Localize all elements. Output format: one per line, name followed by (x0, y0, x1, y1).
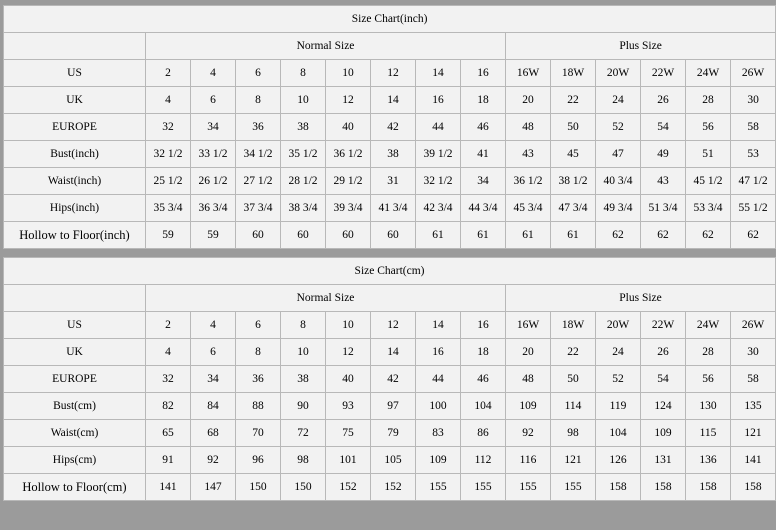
cell: 46 (461, 366, 506, 393)
cell: 158 (596, 474, 641, 501)
cell: 16 (416, 87, 461, 114)
cell: 41 (461, 141, 506, 168)
cell: 26 (641, 339, 686, 366)
cell: 51 (686, 141, 731, 168)
cell: 60 (281, 222, 326, 249)
cell: 18 (461, 339, 506, 366)
group-header-plus: Plus Size (506, 33, 776, 60)
row-label-uk: UK (4, 339, 146, 366)
cell: 75 (326, 420, 371, 447)
cell: 61 (416, 222, 461, 249)
cell: 112 (461, 447, 506, 474)
cell: 32 1/2 (146, 141, 191, 168)
cell: 31 (371, 168, 416, 195)
cell: 158 (731, 474, 776, 501)
chart-title: Size Chart(inch) (4, 6, 776, 33)
table-row (4, 222, 776, 249)
cell: 54 (641, 114, 686, 141)
cell: 158 (686, 474, 731, 501)
cell: 50 (551, 366, 596, 393)
cell: 45 1/2 (686, 168, 731, 195)
cell: 150 (236, 474, 281, 501)
cell: 25 1/2 (146, 168, 191, 195)
cell: 59 (191, 222, 236, 249)
cell: 53 3/4 (686, 195, 731, 222)
row-label-hips: Hips(inch) (4, 195, 146, 222)
cell: 24 (596, 339, 641, 366)
row-label-europe: EUROPE (4, 366, 146, 393)
table-group-header-row (4, 33, 776, 60)
cell: 14 (416, 312, 461, 339)
table-row (4, 60, 776, 87)
cell: 6 (236, 312, 281, 339)
cell: 36 1/2 (506, 168, 551, 195)
cell: 28 1/2 (281, 168, 326, 195)
cell: 58 (731, 114, 776, 141)
cell: 105 (371, 447, 416, 474)
cell: 104 (461, 393, 506, 420)
cell: 56 (686, 366, 731, 393)
cell: 44 (416, 114, 461, 141)
cell: 38 (371, 141, 416, 168)
size-chart-cm-table (3, 257, 776, 501)
cell: 101 (326, 447, 371, 474)
row-label-hips: Hips(cm) (4, 447, 146, 474)
cell: 54 (641, 366, 686, 393)
cell: 38 1/2 (551, 168, 596, 195)
cell: 36 (236, 366, 281, 393)
cell: 36 3/4 (191, 195, 236, 222)
table-row (4, 420, 776, 447)
cell: 83 (416, 420, 461, 447)
cell: 147 (191, 474, 236, 501)
cell: 45 (551, 141, 596, 168)
cell: 4 (146, 339, 191, 366)
cell: 92 (506, 420, 551, 447)
cell: 62 (641, 222, 686, 249)
cell: 47 1/2 (731, 168, 776, 195)
table-row (4, 312, 776, 339)
cell: 35 3/4 (146, 195, 191, 222)
cell: 34 (191, 114, 236, 141)
cell: 22 (551, 87, 596, 114)
cell: 10 (281, 87, 326, 114)
cell: 29 1/2 (326, 168, 371, 195)
cell: 12 (371, 312, 416, 339)
cell: 62 (731, 222, 776, 249)
cell: 91 (146, 447, 191, 474)
cell: 14 (371, 339, 416, 366)
row-label-uk: UK (4, 87, 146, 114)
cell: 90 (281, 393, 326, 420)
cell: 10 (281, 339, 326, 366)
cell: 68 (191, 420, 236, 447)
cell: 16 (416, 339, 461, 366)
cell: 24W (686, 60, 731, 87)
cell: 51 3/4 (641, 195, 686, 222)
cell: 30 (731, 87, 776, 114)
cell: 97 (371, 393, 416, 420)
cell: 61 (506, 222, 551, 249)
cell: 121 (731, 420, 776, 447)
cell: 84 (191, 393, 236, 420)
cell: 42 3/4 (416, 195, 461, 222)
group-header-plus: Plus Size (506, 285, 776, 312)
table-row (4, 114, 776, 141)
row-label-bust: Bust(inch) (4, 141, 146, 168)
cell: 88 (236, 393, 281, 420)
cell: 58 (731, 366, 776, 393)
cell: 12 (326, 87, 371, 114)
table-row (4, 366, 776, 393)
cell: 38 (281, 366, 326, 393)
cell: 10 (326, 312, 371, 339)
cell: 14 (371, 87, 416, 114)
cell: 34 (191, 366, 236, 393)
cell: 30 (731, 339, 776, 366)
cell: 35 1/2 (281, 141, 326, 168)
cell: 150 (281, 474, 326, 501)
cell: 20W (596, 60, 641, 87)
cell: 52 (596, 366, 641, 393)
cell: 34 1/2 (236, 141, 281, 168)
row-label-hollow-to-floor: Hollow to Floor(inch) (4, 222, 146, 249)
size-chart-inch-table (3, 5, 776, 249)
cell: 20W (596, 312, 641, 339)
cell: 62 (686, 222, 731, 249)
table-row (4, 168, 776, 195)
row-label-waist: Waist(inch) (4, 168, 146, 195)
cell: 37 3/4 (236, 195, 281, 222)
cell: 14 (416, 60, 461, 87)
cell: 56 (686, 114, 731, 141)
table-row (4, 393, 776, 420)
cell: 48 (506, 114, 551, 141)
cell: 32 (146, 114, 191, 141)
cell: 40 3/4 (596, 168, 641, 195)
cell: 49 (641, 141, 686, 168)
row-label-waist: Waist(cm) (4, 420, 146, 447)
cell: 34 (461, 168, 506, 195)
cell: 92 (191, 447, 236, 474)
corner-blank-cell (4, 285, 146, 312)
cell: 109 (416, 447, 461, 474)
cell: 50 (551, 114, 596, 141)
cell: 93 (326, 393, 371, 420)
cell: 33 1/2 (191, 141, 236, 168)
cell: 42 (371, 366, 416, 393)
cell: 109 (641, 420, 686, 447)
table-row (4, 339, 776, 366)
cell: 136 (686, 447, 731, 474)
cell: 43 (641, 168, 686, 195)
cell: 36 1/2 (326, 141, 371, 168)
cell: 8 (281, 312, 326, 339)
chart-title: Size Chart(cm) (4, 258, 776, 285)
cell: 119 (596, 393, 641, 420)
cell: 116 (506, 447, 551, 474)
cell: 131 (641, 447, 686, 474)
cell: 47 (596, 141, 641, 168)
cell: 12 (371, 60, 416, 87)
cell: 109 (506, 393, 551, 420)
cell: 82 (146, 393, 191, 420)
cell: 22W (641, 60, 686, 87)
cell: 27 1/2 (236, 168, 281, 195)
table-row (4, 141, 776, 168)
cell: 28 (686, 87, 731, 114)
cell: 47 3/4 (551, 195, 596, 222)
cell: 86 (461, 420, 506, 447)
cell: 12 (326, 339, 371, 366)
corner-blank-cell (4, 33, 146, 60)
cell: 60 (371, 222, 416, 249)
cell: 42 (371, 114, 416, 141)
cell: 10 (326, 60, 371, 87)
cell: 59 (146, 222, 191, 249)
row-label-bust: Bust(cm) (4, 393, 146, 420)
table-row (4, 474, 776, 501)
cell: 2 (146, 60, 191, 87)
cell: 155 (416, 474, 461, 501)
cell: 2 (146, 312, 191, 339)
cell: 130 (686, 393, 731, 420)
cell: 115 (686, 420, 731, 447)
cell: 44 3/4 (461, 195, 506, 222)
cell: 60 (236, 222, 281, 249)
cell: 16 (461, 60, 506, 87)
cell: 22 (551, 339, 596, 366)
cell: 20 (506, 87, 551, 114)
cell: 152 (326, 474, 371, 501)
group-header-normal: Normal Size (146, 285, 506, 312)
cell: 36 (236, 114, 281, 141)
cell: 16W (506, 312, 551, 339)
row-label-us: US (4, 312, 146, 339)
cell: 104 (596, 420, 641, 447)
row-label-us: US (4, 60, 146, 87)
size-chart-inch-block (2, 4, 768, 250)
cell: 38 3/4 (281, 195, 326, 222)
cell: 98 (551, 420, 596, 447)
cell: 6 (236, 60, 281, 87)
table-row (4, 195, 776, 222)
cell: 141 (146, 474, 191, 501)
cell: 16 (461, 312, 506, 339)
size-chart-cm-block (2, 256, 765, 502)
cell: 39 1/2 (416, 141, 461, 168)
cell: 70 (236, 420, 281, 447)
cell: 18W (551, 60, 596, 87)
cell: 72 (281, 420, 326, 447)
table-group-header-row (4, 285, 776, 312)
cell: 60 (326, 222, 371, 249)
cell: 96 (236, 447, 281, 474)
cell: 8 (236, 87, 281, 114)
cell: 8 (281, 60, 326, 87)
cell: 155 (506, 474, 551, 501)
cell: 155 (461, 474, 506, 501)
cell: 45 3/4 (506, 195, 551, 222)
cell: 152 (371, 474, 416, 501)
cell: 126 (596, 447, 641, 474)
cell: 48 (506, 366, 551, 393)
cell: 100 (416, 393, 461, 420)
cell: 46 (461, 114, 506, 141)
cell: 40 (326, 366, 371, 393)
table-row (4, 447, 776, 474)
cell: 44 (416, 366, 461, 393)
cell: 16W (506, 60, 551, 87)
cell: 124 (641, 393, 686, 420)
table-row (4, 87, 776, 114)
cell: 39 3/4 (326, 195, 371, 222)
cell: 98 (281, 447, 326, 474)
cell: 6 (191, 339, 236, 366)
cell: 26W (731, 312, 776, 339)
cell: 32 1/2 (416, 168, 461, 195)
cell: 32 (146, 366, 191, 393)
cell: 22W (641, 312, 686, 339)
cell: 20 (506, 339, 551, 366)
cell: 114 (551, 393, 596, 420)
cell: 141 (731, 447, 776, 474)
cell: 26 1/2 (191, 168, 236, 195)
cell: 49 3/4 (596, 195, 641, 222)
cell: 26W (731, 60, 776, 87)
cell: 18W (551, 312, 596, 339)
cell: 158 (641, 474, 686, 501)
cell: 24W (686, 312, 731, 339)
cell: 24 (596, 87, 641, 114)
table-title-row (4, 258, 776, 285)
cell: 79 (371, 420, 416, 447)
table-title-row (4, 6, 776, 33)
cell: 38 (281, 114, 326, 141)
cell: 4 (191, 60, 236, 87)
cell: 4 (191, 312, 236, 339)
cell: 4 (146, 87, 191, 114)
row-label-hollow-to-floor: Hollow to Floor(cm) (4, 474, 146, 501)
cell: 61 (551, 222, 596, 249)
cell: 121 (551, 447, 596, 474)
cell: 43 (506, 141, 551, 168)
cell: 52 (596, 114, 641, 141)
cell: 41 3/4 (371, 195, 416, 222)
cell: 62 (596, 222, 641, 249)
cell: 155 (551, 474, 596, 501)
cell: 135 (731, 393, 776, 420)
cell: 8 (236, 339, 281, 366)
cell: 18 (461, 87, 506, 114)
cell: 40 (326, 114, 371, 141)
cell: 6 (191, 87, 236, 114)
cell: 61 (461, 222, 506, 249)
cell: 28 (686, 339, 731, 366)
row-label-europe: EUROPE (4, 114, 146, 141)
cell: 55 1/2 (731, 195, 776, 222)
cell: 53 (731, 141, 776, 168)
cell: 26 (641, 87, 686, 114)
group-header-normal: Normal Size (146, 33, 506, 60)
cell: 65 (146, 420, 191, 447)
